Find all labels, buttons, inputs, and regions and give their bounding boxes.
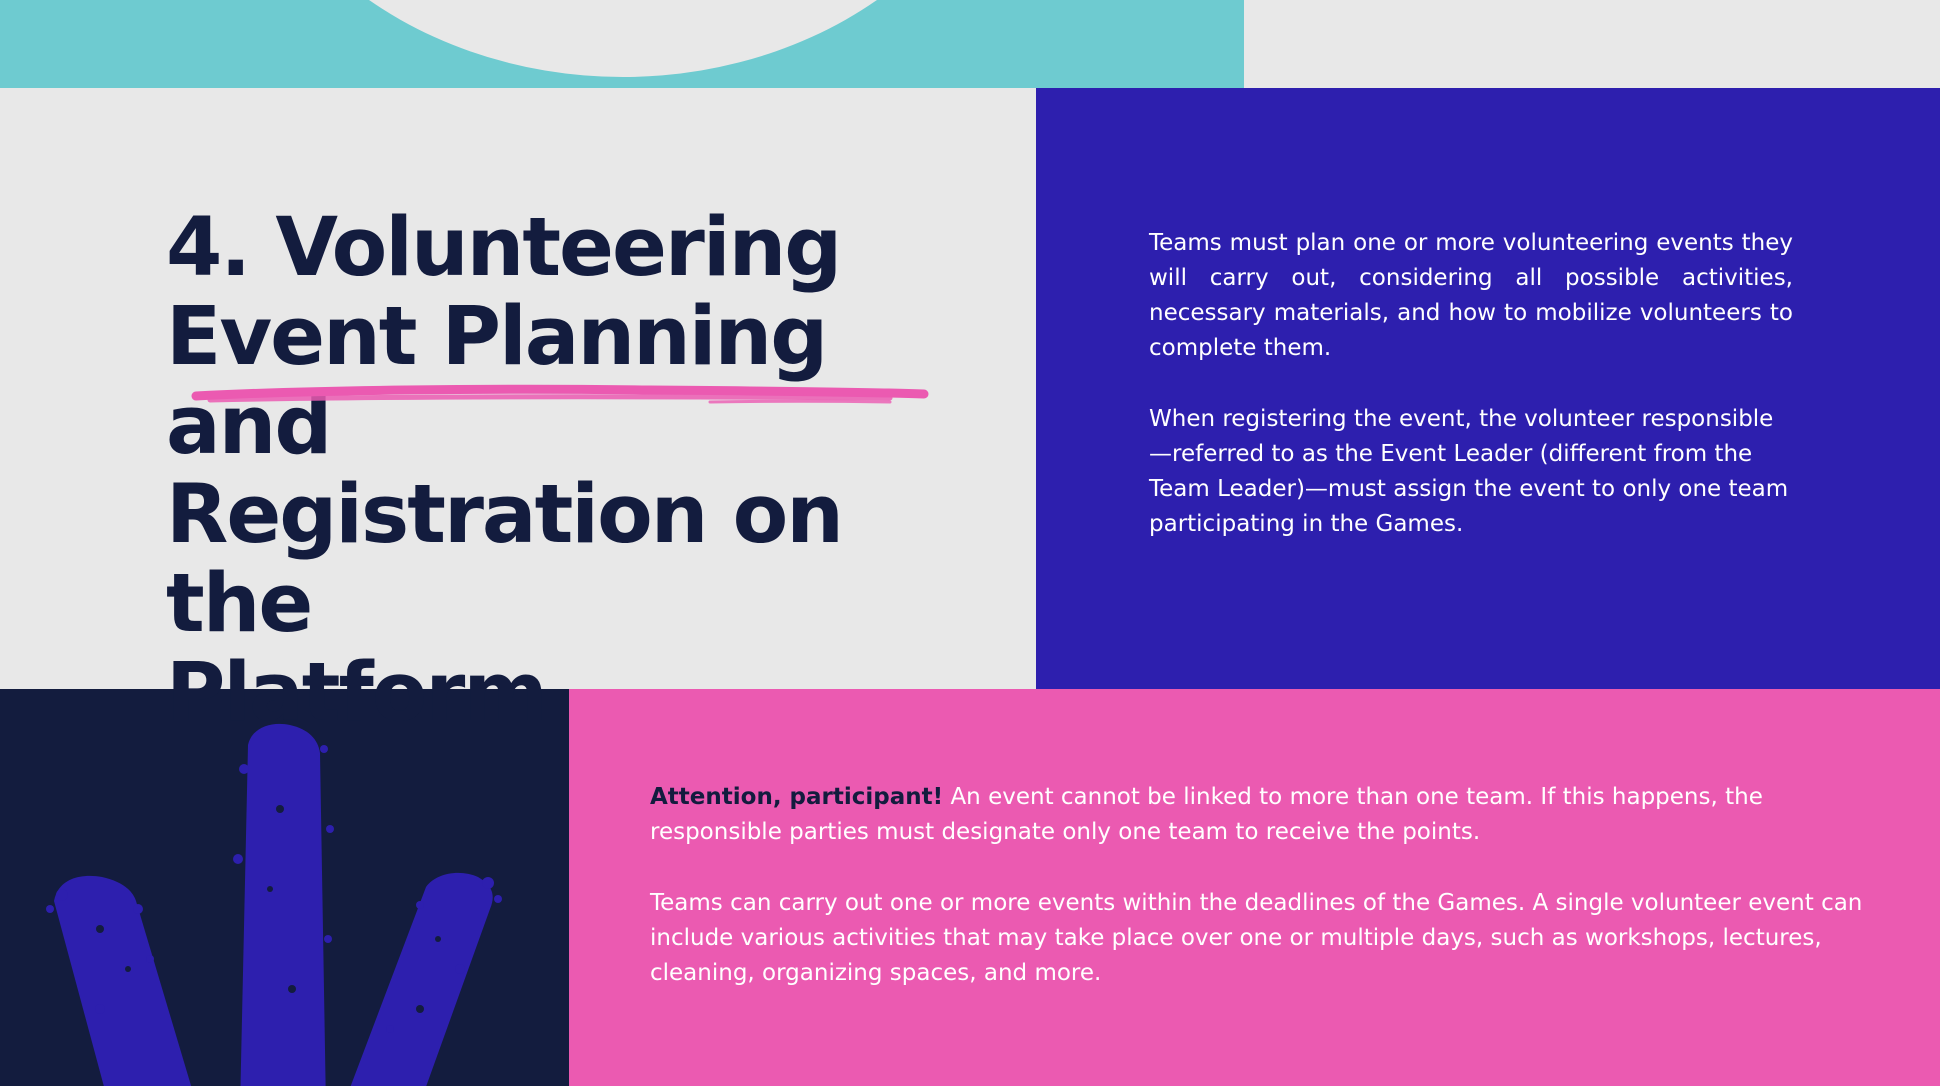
- title-line: Registration on the: [166, 468, 842, 651]
- brush-underline-icon: [190, 384, 930, 408]
- title-line: Event Planning and: [166, 290, 827, 473]
- planning-paragraph: Teams must plan one or more volunteering events they will carry out, considering all possible activities, necessary materials, and how to mobilize volunteers to complete them.: [1149, 230, 1793, 361]
- teal-header-band: [0, 0, 1244, 88]
- title-line: Platform: [166, 646, 546, 740]
- raised-hand-icon: [40, 709, 530, 1086]
- attention-paragraph: [650, 780, 1890, 850]
- navy-panel: [0, 689, 569, 1086]
- page-title: [166, 201, 986, 740]
- blue-panel-text: [1149, 226, 1793, 542]
- attention-label: Attention, participant!: [650, 784, 944, 810]
- title-line: 4. Volunteering: [166, 201, 841, 295]
- pink-panel-text: [650, 780, 1890, 991]
- arc-shape: [223, 0, 1023, 77]
- events-paragraph: Teams can carry out one or more events within the deadlines of the Games. A single volunteer event can include various activities that may take place over one or multiple days, such as workshops, lectures, cleaning, organizing spaces, and more.: [650, 890, 1863, 986]
- registration-paragraph: When registering the event, the volunteer responsible—referred to as the Event Leader (different from the Team Leader)—must assign the event to only one team participating in the Games.: [1149, 406, 1789, 537]
- attention-text: An event cannot be linked to more than one team. If this happens, the responsible parties must designate only one team to receive the points.: [650, 784, 1763, 845]
